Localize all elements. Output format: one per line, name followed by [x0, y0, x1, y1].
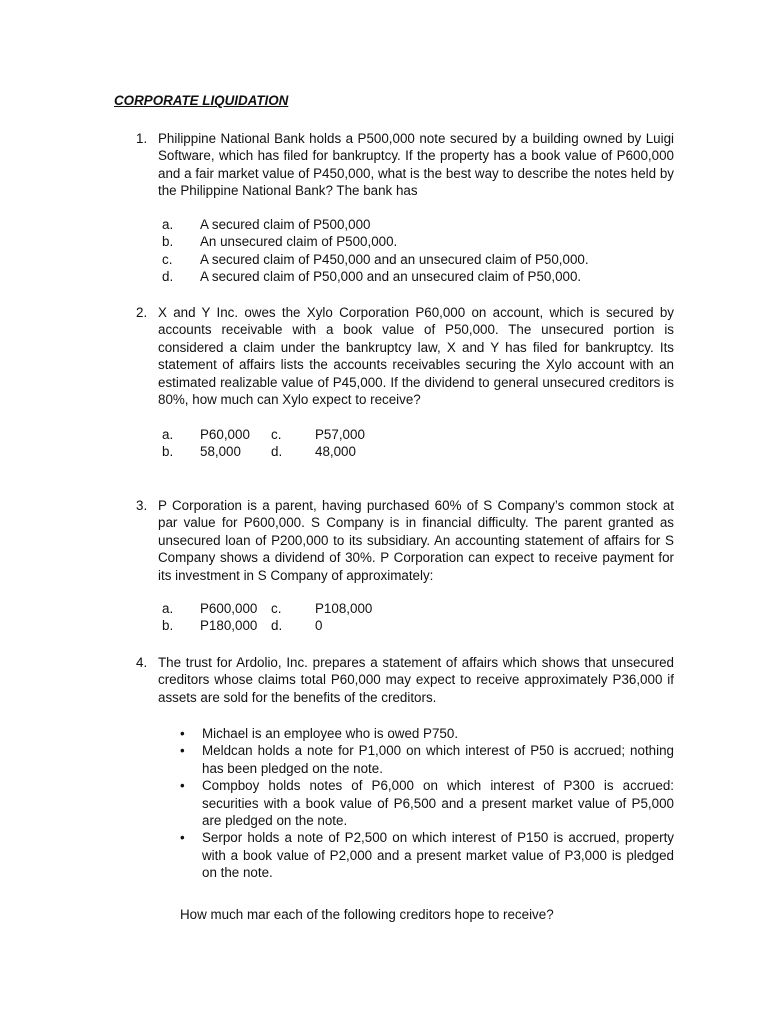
option-row	[162, 426, 365, 443]
option-value: 58,000	[200, 444, 241, 460]
list-item-text: Meldcan holds a note for P1,000 on which interest of P50 is accrued; nothing has been pledged on the note.	[202, 743, 674, 776]
option-text: An unsecured claim of P500,000.	[200, 234, 398, 250]
question-2-options	[162, 426, 365, 461]
list-item-text: Michael is an employee who is owed P750.	[202, 726, 459, 741]
option-letter: b.	[162, 618, 174, 634]
list-item-text: Serpor holds a note of P2,500 on which interest of P150 is accrued, property with a book value of P2,000 and a present market value of P3,000 is pledged on the note.	[202, 830, 674, 881]
option-a	[162, 216, 589, 233]
option-letter: a.	[162, 601, 174, 616]
question-stem: P Corporation is a parent, having purchased 60% of S Company’s common stock at par value for P600,000. S Company is in financial difficulty. The parent granted as unsecured loan of P200,000 to its subsidiary. An accounting statement of affairs for S Company shows a dividend of 30%. P Corporation can expect to receive payment for its investment in S Company of approximately:	[158, 498, 674, 583]
question-4	[136, 654, 674, 706]
bullet-icon: •	[180, 778, 185, 794]
option-row	[162, 617, 372, 634]
option-letter: d.	[271, 444, 283, 460]
question-4-closing: How much mar each of the following creditors hope to receive?	[180, 907, 554, 922]
option-value: P600,000	[200, 601, 258, 616]
list-item	[180, 742, 674, 777]
option-row	[162, 443, 365, 460]
question-stem: Philippine National Bank holds a P500,000 note secured by a building owned by Luigi Software, which has filed for bankruptcy. If the property has a book value of P600,000 and a fair market value of P450,000, what is the best way to describe the notes held by the Philippine National Bank? The bank has	[158, 131, 674, 199]
option-value: 0	[315, 618, 323, 634]
option-text: A secured claim of P50,000 and an unsecured claim of P50,000.	[200, 269, 582, 285]
list-item	[180, 777, 674, 829]
question-number: 1.	[136, 131, 148, 146]
question-3	[136, 497, 674, 584]
option-letter: c.	[271, 601, 282, 616]
option-c	[162, 251, 589, 268]
option-text: A secured claim of P450,000 and an unsecured claim of P50,000.	[200, 251, 589, 267]
question-1-options	[162, 216, 589, 286]
option-value: P57,000	[315, 427, 365, 442]
creditor-list	[180, 725, 674, 882]
option-letter: b.	[162, 234, 174, 250]
list-item	[180, 829, 674, 881]
option-letter: d.	[271, 618, 283, 634]
option-letter: d.	[162, 269, 174, 285]
option-letter: a.	[162, 217, 174, 232]
option-letter: a.	[162, 427, 174, 442]
question-number: 3.	[136, 498, 148, 513]
document-title: CORPORATE LIQUIDATION	[114, 93, 289, 108]
option-text: A secured claim of P500,000	[200, 217, 371, 232]
list-item-text: Compboy holds notes of P6,000 on which interest of P300 is accrued: securities with a book value of P6,500 and a present market value of P5,000 are pledged on the note.	[202, 778, 674, 829]
bullet-icon: •	[180, 726, 185, 741]
option-b	[162, 233, 589, 250]
question-stem: X and Y Inc. owes the Xylo Corporation P60,000 on account, which is secured by accounts receivable with a book value of P50,000. The unsecured portion is considered a claim under the bankruptcy law, X and Y has filed for bankruptcy. Its statement of affairs lists the accounts receivables securing the Xylo account with an estimated realizable value of P45,000. If the dividend to general unsecured creditors is 80%, how much can Xylo expect to receive?	[158, 305, 674, 408]
question-number: 2.	[136, 305, 148, 320]
question-2	[136, 304, 674, 408]
option-letter: c.	[271, 427, 282, 442]
option-value: P108,000	[315, 601, 373, 616]
list-item	[180, 725, 674, 742]
option-d	[162, 268, 589, 285]
bullet-icon: •	[180, 743, 185, 759]
option-value: P180,000	[200, 618, 258, 634]
question-3-options	[162, 600, 372, 635]
question-number: 4.	[136, 655, 148, 670]
option-row	[162, 600, 372, 617]
option-letter: b.	[162, 444, 174, 460]
question-stem: The trust for Ardolio, Inc. prepares a statement of affairs which shows that unsecured creditors whose claims total P60,000 may expect to receive approximately P36,000 if assets are sold for the benefits of the creditors.	[158, 655, 674, 705]
option-value: P60,000	[200, 427, 250, 442]
option-value: 48,000	[315, 444, 356, 460]
bullet-icon: •	[180, 830, 185, 846]
question-1	[136, 130, 674, 200]
option-letter: c.	[162, 251, 173, 267]
